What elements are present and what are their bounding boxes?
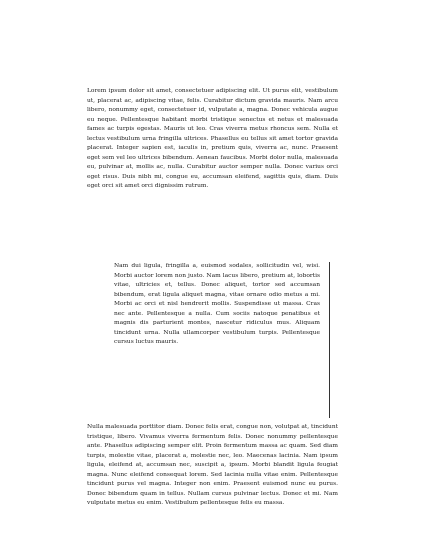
block-quote-paragraph: Nam dui ligula, fringilla a, euismod sodales, sollicitudin vel, wisi. Morbi auctor lorem non justo. Nam lacus libero, pretium at, lobortis vitae, ultricies et, tellus. Donec aliquet, tortor sed accumsan bibendum, erat ligula aliquet magna, vitae ornare odio metus a mi. Morbi ac orci et nisl hendrerit mollis. Suspendisse ut massa. Cras nec ante. Pellentesque a nulla. Cum sociis natoque penatibus et magnis dis parturient montes, nascetur ridiculus mus. Aliquam tincidunt urna. Nulla ullamcorper vestibulum turpis. Pellentesque cursus luctus mauris. (114, 263, 320, 346)
body-paragraph-1: Lorem ipsum dolor sit amet, consectetuer adipiscing elit. Ut purus elit, vestibulum ut, placerat ac, adipiscing vitae, felis. Curabitur dictum gravida mauris. Nam arcu libero, nonummy eget, consectetuer id, vulputate a, magna. Donec vehicula augue eu neque. Pellentesque habitant morbi tristique senectus et netus et malesuada fames ac turpis egestas. Mauris ut leo. Cras viverra metus rhoncus sem. Nulla et lectus vestibulum urna fringilla ultrices. Phasellus eu tellus sit amet tortor gravida placerat. Integer sapien est, iaculis in, pretium quis, viverra ac, nunc. Praesent eget sem vel leo ultrices bibendum. Aenean faucibus. Morbi dolor nulla, malesuada eu, pulvinar at, mollis ac, nulla. Curabitur auctor semper nulla. Donec varius orci eget risus. Duis nibh mi, congue eu, accumsan eleifend, sagittis quis, diam. Duis eget orci sit amet orci dignissim rutrum. (87, 88, 338, 190)
body-paragraph-2: Nulla malesuada porttitor diam. Donec felis erat, congue non, volutpat at, tincidunt tristique, libero. Vivamus viverra fermentum felis. Donec nonummy pellentesque ante. Phasellus adipiscing semper elit. Proin fermentum massa ac quam. Sed diam turpis, molestie vitae, placerat a, molestie nec, leo. Maecenas lacinia. Nam ipsum ligula, eleifend at, accumsan nec, suscipit a, ipsum. Morbi blandit ligula feugiat magna. Nunc eleifend consequat lorem. Sed lacinia nulla vitae enim. Pellentesque tincidunt purus vel magna. Integer non enim. Praesent euismod nunc eu purus. Donec bibendum quam in tellus. Nullam cursus pulvinar lectus. Donec et mi. Nam vulputate metus eu enim. Vestibulum pellentesque felis eu massa. (87, 424, 338, 507)
